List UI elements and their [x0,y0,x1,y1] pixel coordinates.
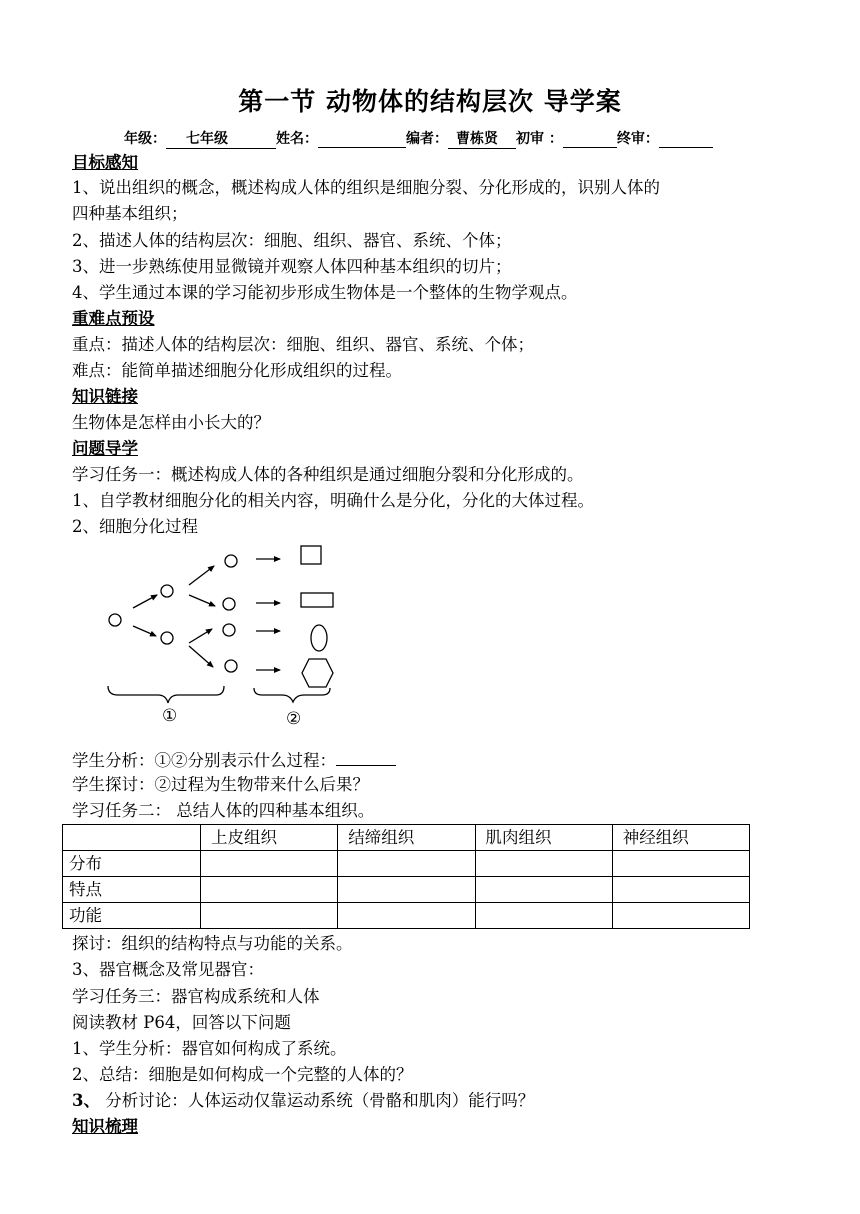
editor-label: 编者： [406,131,448,147]
grade-field [166,128,276,149]
table-cell [612,877,749,903]
after-table-line-3: 学习任务三：器官构成系统和人体 [72,987,320,1006]
summary-heading: 知识梳理 [72,1117,138,1136]
question-3-text: 分析讨论：人体运动仅靠运动系统（骨骼和肌肉）能行吗？ [99,1091,535,1110]
table-cell [201,851,338,877]
cell-r1 [225,555,237,567]
editor-field [448,128,516,149]
cell-r4 [225,660,237,672]
table-header-cell: 神经组织 [612,825,749,851]
shape-square [301,546,321,564]
after-table-line-2: 3、器官概念及常见器官： [72,960,264,979]
analysis-blank [336,747,396,766]
key-points-heading: 重难点预设 [72,309,155,328]
guide-line-1: 学习任务一：概述构成人体的各种组织是通过细胞分裂和分化形成的。 [72,465,584,484]
cell-differentiation-diagram [100,540,380,730]
table-cell [612,851,749,877]
guide-heading: 问题导学 [72,439,138,458]
goal-line-5: 4、学生通过本课的学习能初步形成生物体是一个整体的生物学观点。 [72,283,578,302]
row-label: 分布 [63,851,201,877]
table-cell [338,877,475,903]
table-cell [338,851,475,877]
row-label: 功能 [63,903,201,929]
key-point-line-1: 重点：描述人体的结构层次：细胞、组织、器官、系统、个体； [72,335,534,354]
table-row [63,903,750,929]
link-line-1: 生物体是怎样由小长大的？ [72,413,270,432]
final-review-field [659,131,713,148]
guide-line-2: 1、自学教材细胞分化的相关内容，明确什么是分化，分化的大体过程。 [72,491,594,510]
cell-r3 [223,624,235,636]
guide-line-3: 2、细胞分化过程 [72,517,198,536]
goal-line-4: 3、进一步熟练使用显微镜并观察人体四种基本组织的切片； [72,257,512,276]
first-review-label: 初审 ： [516,131,563,147]
analysis-text: 学生分析：①②分别表示什么过程： [72,751,336,770]
arrow-division-4 [189,595,215,606]
shape-flat-rect [301,593,333,607]
table-cell [201,903,338,929]
table-row [63,851,750,877]
goal-line-1: 1、说出组织的概念，概述构成人体的组织是细胞分裂、分化形成的，识别人体的 [72,178,660,197]
table-header-row [63,825,750,851]
diagram-label-2: ② [286,709,302,729]
cell-split-top [161,585,173,597]
after-table-line-6: 2、总结：细胞是如何构成一个完整的人体的？ [72,1065,413,1084]
discussion-line: 学生探讨：②过程为生物带来什么后果？ [72,775,369,794]
editor-value: 曹栋贤 [456,131,498,147]
table-header-cell: 肌肉组织 [475,825,612,851]
table-cell [475,851,612,877]
analysis-line [72,747,396,774]
goal-line-2: 四种基本组织； [72,204,188,223]
brace-1 [108,686,224,703]
meta-line [124,128,713,149]
table-cell [612,903,749,929]
table-cell [475,877,612,903]
first-review-field [563,131,617,148]
question-3-number: 3、 [72,1091,100,1110]
cell-r2 [223,598,235,610]
cell-origin [109,614,121,626]
arrow-division-1 [133,595,157,608]
after-table-line-5: 1、学生分析：器官如何构成了系统。 [72,1039,347,1058]
table-header-cell [63,825,201,851]
key-point-line-2: 难点：能简单描述细胞分化形成组织的过程。 [72,361,402,380]
goals-heading: 目标感知 [72,153,138,172]
arrow-division-2 [133,626,156,636]
brace-2 [254,688,330,702]
arrow-division-3 [189,566,214,585]
table-cell [201,877,338,903]
table-header-cell: 上皮组织 [201,825,338,851]
diagram-label-1: ① [162,706,178,726]
shape-oval [311,625,327,651]
grade-label: 年级： [124,131,166,147]
row-label: 特点 [63,877,201,903]
task2-line: 学习任务二： 总结人体的四种基本组织。 [72,801,375,820]
cell-split-bottom [161,632,173,644]
final-review-label: 终审： [616,131,659,147]
goal-line-3: 2、描述人体的结构层次：细胞、组织、器官、系统、个体； [72,231,512,250]
arrow-division-5 [189,629,212,643]
name-field [318,131,406,148]
name-label: 姓名： [276,131,318,147]
after-table-line-4: 阅读教材 P64，回答以下问题 [72,1013,291,1032]
table-cell [475,903,612,929]
table-cell [338,903,475,929]
question-3-line [72,1088,534,1114]
page-title: 第一节 动物体的结构层次 导学案 [238,87,622,116]
arrow-division-6 [189,646,213,667]
after-table-line-1: 探讨：组织的结构特点与功能的关系。 [72,934,353,953]
table-row [63,877,750,903]
table-header-cell: 结缔组织 [338,825,475,851]
tissue-table [62,824,750,929]
shape-hexagon [302,659,333,687]
grade-value: 七年级 [186,131,228,147]
link-heading: 知识链接 [72,387,138,406]
